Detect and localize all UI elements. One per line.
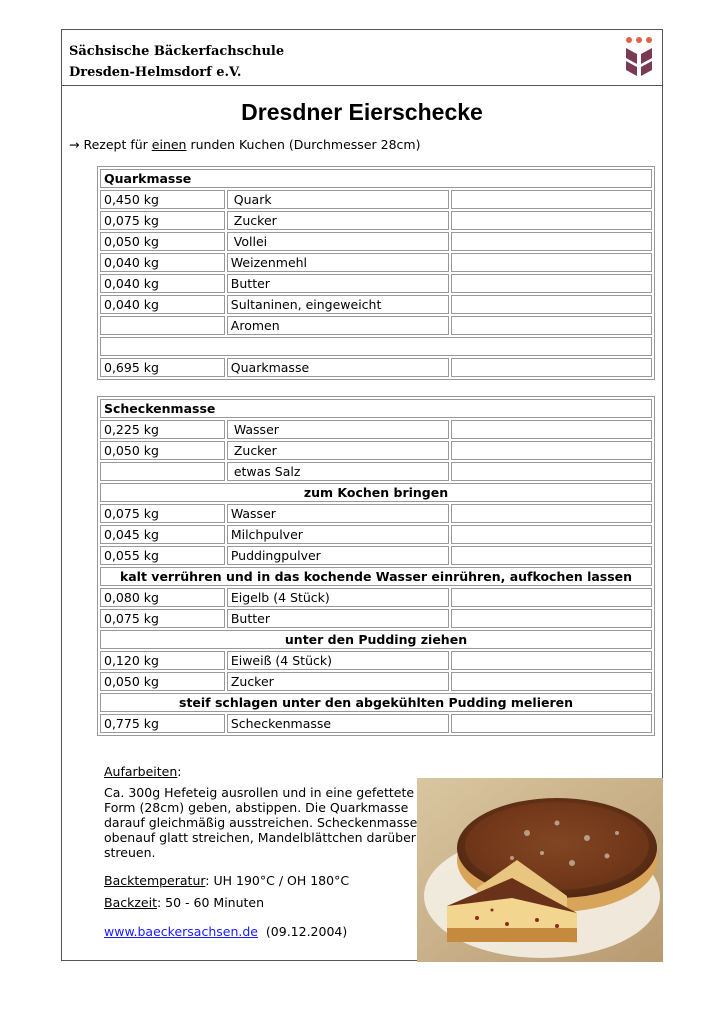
item-cell: Vollei	[227, 232, 449, 251]
website-link[interactable]: www.baeckersachsen.de	[104, 924, 258, 939]
spacer-row	[100, 337, 652, 356]
schecke-heading: Scheckenmasse	[100, 399, 652, 418]
subtitle-underlined: einen	[151, 137, 187, 152]
amount-cell: 0,695 kg	[100, 358, 225, 377]
empty-cell	[451, 714, 652, 733]
table-row	[100, 525, 652, 544]
arrow-icon: →	[69, 137, 80, 152]
table-row	[100, 672, 652, 691]
process-line: Form (28cm) geben, abstippen. Die Quarkmasse	[104, 800, 409, 815]
table-row	[100, 232, 652, 251]
amount-cell: 0,050 kg	[100, 672, 225, 691]
table-row	[100, 295, 652, 314]
process-line: obenauf glatt streichen, Mandelblättchen darüber	[104, 830, 416, 845]
amount-cell: 0,225 kg	[100, 420, 225, 439]
empty-cell	[451, 190, 652, 209]
item-cell: Quarkmasse	[227, 358, 449, 377]
temp-label: Backtemperatur	[104, 873, 206, 888]
item-cell: Milchpulver	[227, 525, 449, 544]
amount-cell: 0,045 kg	[100, 525, 225, 544]
amount-cell: 0,040 kg	[100, 274, 225, 293]
table-row	[100, 546, 652, 565]
instruction-note: unter den Pudding ziehen	[100, 630, 652, 649]
time-label: Backzeit	[104, 895, 157, 910]
cake-photo	[417, 778, 663, 962]
temp-value: : UH 190°C / OH 180°C	[205, 873, 350, 888]
school-line-1: Sächsische Bäckerfachschule	[69, 44, 285, 59]
amount-cell: 0,075 kg	[100, 211, 225, 230]
empty-cell	[451, 253, 652, 272]
empty-cell	[451, 525, 652, 544]
item-cell: Wasser	[227, 420, 449, 439]
amount-cell	[100, 462, 225, 481]
footer-line	[104, 924, 347, 939]
amount-cell: 0,075 kg	[100, 504, 225, 523]
instruction-note: steif schlagen unter den abgekühlten Pudding melieren	[100, 693, 652, 712]
bake-time	[104, 895, 264, 910]
amount-cell: 0,040 kg	[100, 253, 225, 272]
process-label-text: Aufarbeiten	[104, 764, 178, 779]
item-cell: Eigelb (4 Stück)	[227, 588, 449, 607]
item-cell: Butter	[227, 274, 449, 293]
item-cell: Zucker	[227, 441, 449, 460]
item-cell: Zucker	[227, 672, 449, 691]
quark-heading: Quarkmasse	[100, 169, 652, 188]
table-row	[100, 316, 652, 335]
table-row	[100, 462, 652, 481]
empty-cell	[451, 232, 652, 251]
subtitle-post: runden Kuchen (Durchmesser 28cm)	[186, 137, 421, 152]
table-row	[100, 651, 652, 670]
item-cell: Aromen	[227, 316, 449, 335]
process-label: Aufarbeiten:	[104, 764, 182, 779]
amount-cell: 0,775 kg	[100, 714, 225, 733]
quark-table	[97, 166, 655, 380]
amount-cell: 0,080 kg	[100, 588, 225, 607]
table-row	[100, 420, 652, 439]
page-frame	[61, 29, 663, 961]
empty-cell	[451, 546, 652, 565]
item-cell: Sultaninen, eingeweicht	[227, 295, 449, 314]
instruction-note: zum Kochen bringen	[100, 483, 652, 502]
empty-cell	[451, 609, 652, 628]
item-cell: Puddingpulver	[227, 546, 449, 565]
table-row	[100, 609, 652, 628]
header	[62, 30, 662, 86]
amount-cell: 0,450 kg	[100, 190, 225, 209]
empty-cell	[451, 295, 652, 314]
process-line: Ca. 300g Hefeteig ausrollen und in eine gefettete	[104, 785, 415, 800]
table-row	[100, 253, 652, 272]
item-cell: Quark	[227, 190, 449, 209]
item-cell: Zucker	[227, 211, 449, 230]
process-text	[104, 785, 417, 860]
bake-temperature	[104, 873, 349, 888]
subtitle-pre: Rezept für	[83, 137, 152, 152]
empty-cell	[451, 441, 652, 460]
table-row	[100, 504, 652, 523]
document-date: (09.12.2004)	[265, 924, 348, 939]
total-row	[100, 714, 652, 733]
item-cell: Scheckenmasse	[227, 714, 449, 733]
item-cell: Butter	[227, 609, 449, 628]
bakery-logo-icon	[624, 36, 654, 78]
table-row	[100, 190, 652, 209]
amount-cell: 0,050 kg	[100, 232, 225, 251]
recipe-subtitle	[69, 137, 420, 152]
amount-cell: 0,120 kg	[100, 651, 225, 670]
table-row	[100, 274, 652, 293]
empty-cell	[451, 462, 652, 481]
schecke-table	[97, 396, 655, 736]
table-row	[100, 588, 652, 607]
amount-cell: 0,040 kg	[100, 295, 225, 314]
page-title: Dresdner Eierschecke	[241, 99, 483, 125]
empty-cell	[451, 588, 652, 607]
empty-cell	[451, 420, 652, 439]
empty-cell	[451, 672, 652, 691]
total-row	[100, 358, 652, 377]
amount-cell: 0,055 kg	[100, 546, 225, 565]
empty-cell	[451, 651, 652, 670]
instruction-note: kalt verrühren und in das kochende Wasser einrühren, aufkochen lassen	[100, 567, 652, 586]
item-cell: etwas Salz	[227, 462, 449, 481]
process-line: darauf gleichmäßig ausstreichen. Scheckenmasse	[104, 815, 418, 830]
empty-cell	[451, 274, 652, 293]
school-name	[69, 41, 284, 83]
table-row	[100, 441, 652, 460]
empty-cell	[451, 211, 652, 230]
school-line-2: Dresden-Helmsdorf e.V.	[69, 65, 242, 80]
item-cell: Wasser	[227, 504, 449, 523]
item-cell: Weizenmehl	[227, 253, 449, 272]
empty-cell	[451, 504, 652, 523]
empty-cell	[451, 358, 652, 377]
time-value: : 50 - 60 Minuten	[156, 895, 265, 910]
amount-cell: 0,075 kg	[100, 609, 225, 628]
amount-cell	[100, 316, 225, 335]
amount-cell: 0,050 kg	[100, 441, 225, 460]
process-line: streuen.	[104, 845, 156, 860]
item-cell: Eiweiß (4 Stück)	[227, 651, 449, 670]
table-row	[100, 211, 652, 230]
empty-cell	[451, 316, 652, 335]
